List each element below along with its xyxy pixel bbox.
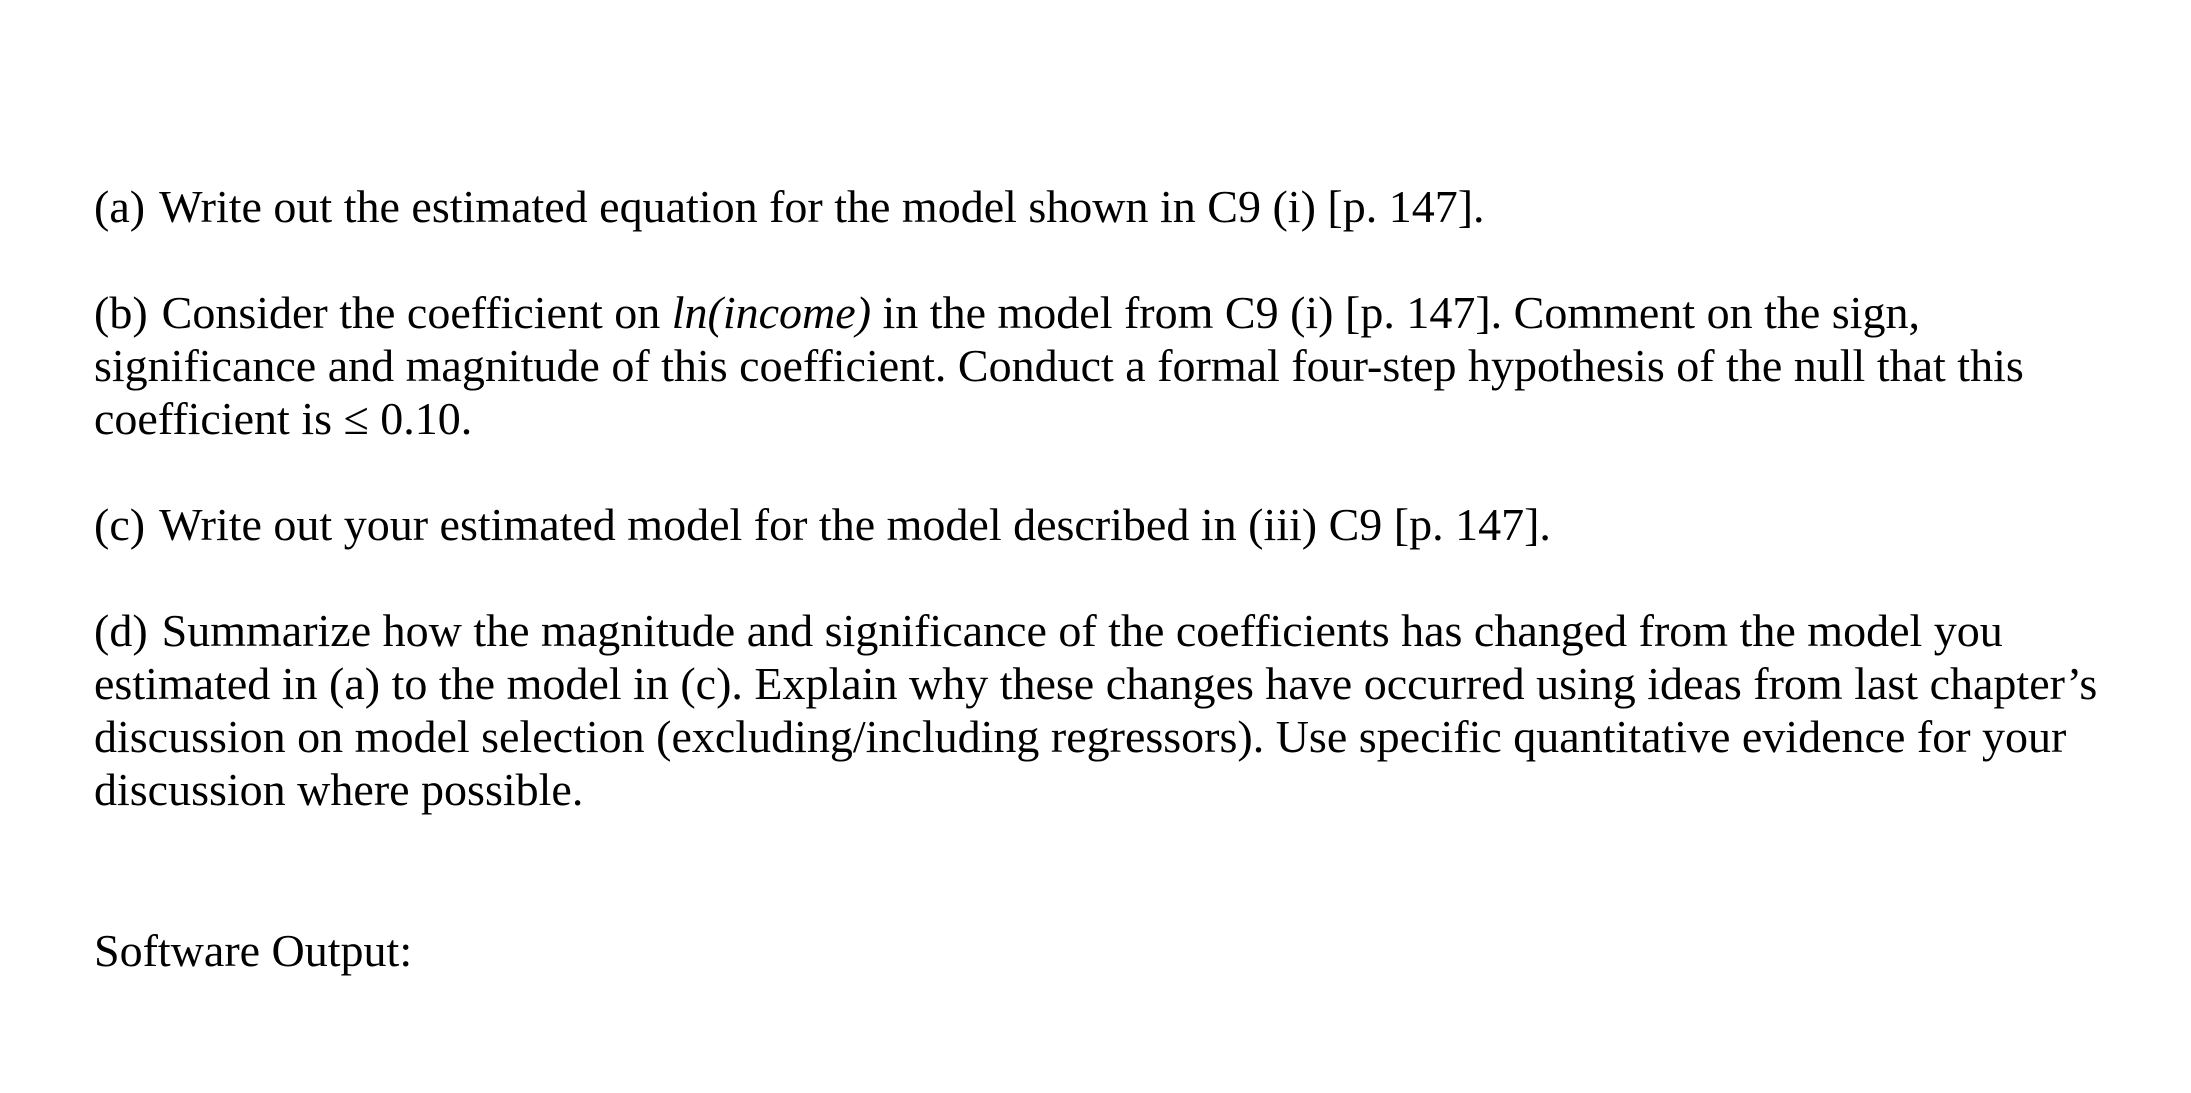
question-c [94,498,2104,551]
question-b-italic-term: ln(income) [671,287,872,338]
question-a-text: Write out the estimated equation for the model shown in C9 (i) [p. 147]. [159,181,1485,232]
question-b [94,286,2104,445]
question-d [94,604,2104,816]
question-c-label: (c) [94,499,146,550]
question-d-label: (d) [94,605,148,656]
question-a [94,180,2104,233]
software-output-heading: Software Output: [94,925,413,976]
question-d-text: Summarize how the magnitude and significance of the coefficients has changed from the model you estimated in (a) to the model in (c). Explain why these changes have occurred using ideas from last chapter’s discussion on model selection (excluding/including regressors). Use specific quantitative evidence for your discussion where possible. [94,605,2098,815]
question-b-text-after: in the model from C9 (i) [p. 147]. Comment on the sign, significance and magnitude of this coefficient. Conduct a formal four-step hypothesis of the null that this coefficient is ≤ 0.10. [94,287,2024,444]
question-list [94,180,2104,816]
question-c-text: Write out your estimated model for the model described in (iii) C9 [p. 147]. [159,499,1551,550]
question-b-label: (b) [94,287,148,338]
question-b-text-before: Consider the coefficient on [161,287,672,338]
question-a-label: (a) [94,181,146,232]
